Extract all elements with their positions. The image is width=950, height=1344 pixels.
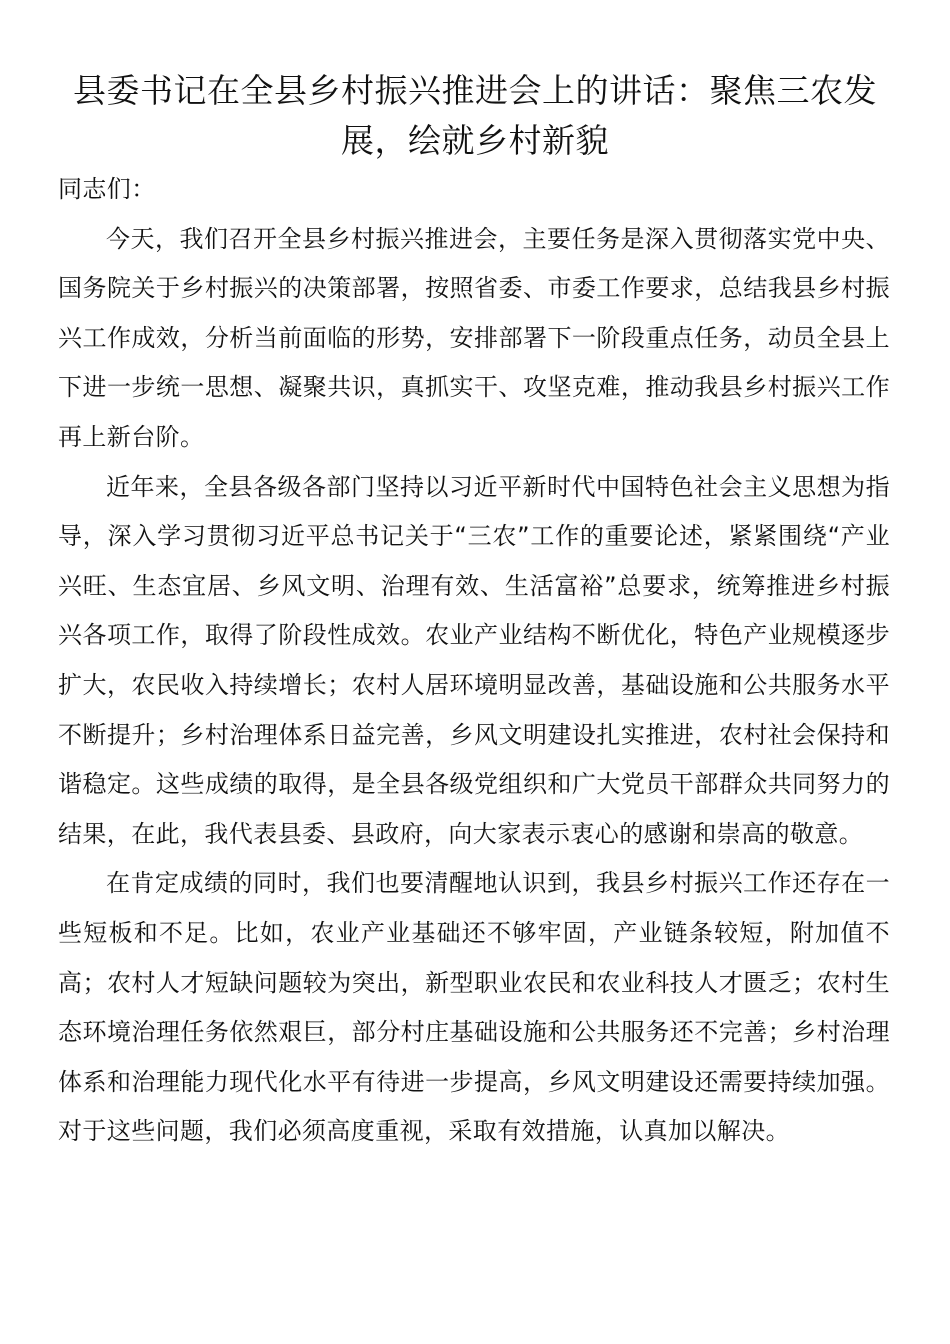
paragraph-3: 在肯定成绩的同时，我们也要清醒地认识到，我县乡村振兴工作还存在一些短板和不足。比如，农业产业基础还不够牢固，产业链条较短，附加值不高；农村人才短缺问题较为突出，新型职业农民和农业科技人才匮乏；农村生态环境治理任务依然艰巨，部分村庄基础设施和公共服务还不完善；乡村治理体系和治理能力现代化水平有待进一步提高，乡风文明建设还需要持续加强。对于这些问题，我们必须高度重视，采取有效措施，认真加以解决。 — [58, 869, 890, 1146]
paragraph-2: 近年来，全县各级各部门坚持以习近平新时代中国特色社会主义思想为指导，深入学习贯彻习近平总书记关于“三农”工作的重要论述，紧紧围绕“产业兴旺、生态宜居、乡风文明、治理有效、生活富裕”总要求，统筹推进乡村振兴各项工作，取得了阶段性成效。农业产业结构不断优化，特色产业规模逐步扩大，农民收入持续增长；农村人居环境明显改善，基础设施和公共服务水平不断提升；乡村治理体系日益完善，乡风文明建设扎实推进，农村社会保持和谐稳定。这些成绩的取得，是全县各级党组织和广大党员干部群众共同努力的结果，在此，我代表县委、县政府，向大家表示衷心的感谢和崇高的敬意。 — [58, 472, 890, 848]
document-body — [58, 165, 890, 1157]
paragraph-1: 今天，我们召开全县乡村振兴推进会，主要任务是深入贯彻落实党中央、国务院关于乡村振兴的决策部署，按照省委、市委工作要求，总结我县乡村振兴工作成效，分析当前面临的形势，安排部署下一阶段重点任务，动员全县上下进一步统一思想、凝聚共识，真抓实干、攻坚克难，推动我县乡村振兴工作再上新台阶。 — [58, 224, 890, 451]
document-title: 县委书记在全县乡村振兴推进会上的讲话：聚焦三农发展，绘就乡村新貌 — [73, 71, 877, 160]
salutation: 同志们： — [58, 175, 156, 203]
